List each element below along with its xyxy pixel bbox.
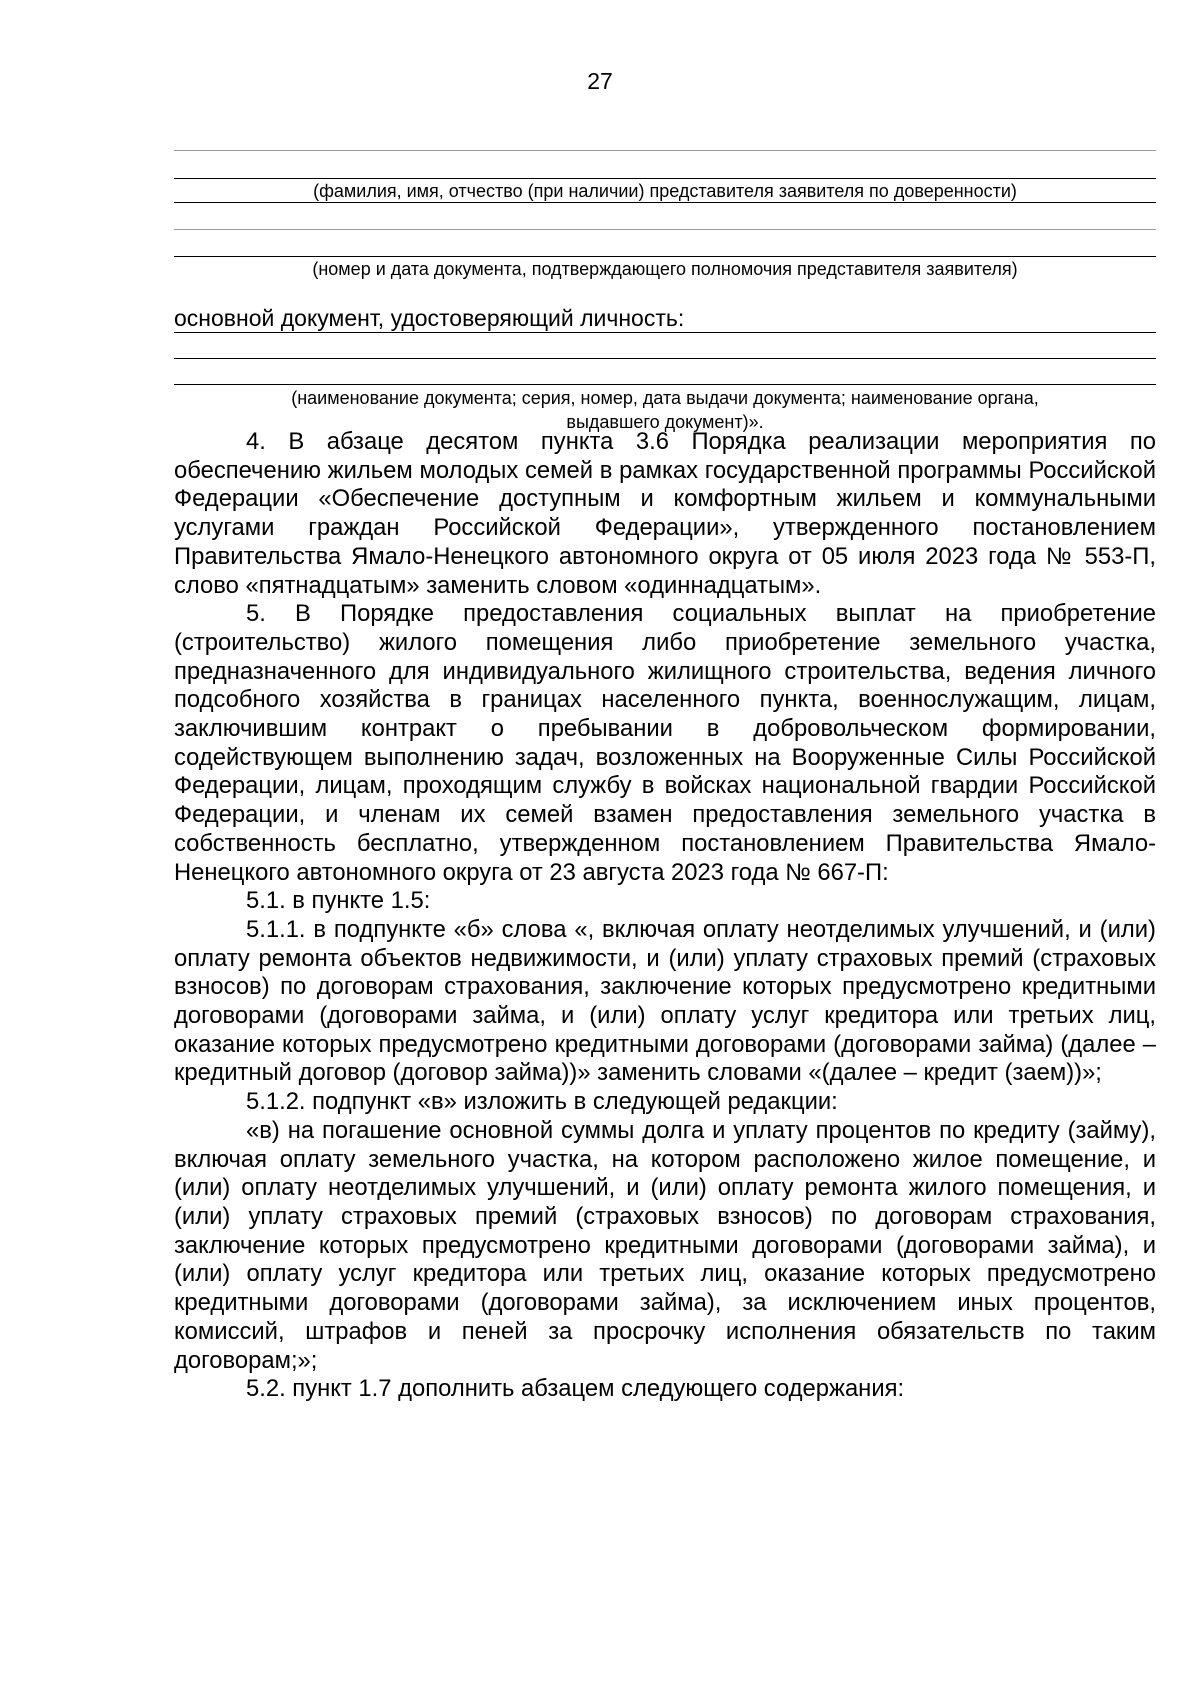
form-blank-line (174, 358, 1156, 359)
caption-representative-name: (фамилия, имя, отчество (при наличии) представителя заявителя по доверенности) (313, 181, 1017, 201)
paragraph: 5.1. в пункте 1.5: (246, 887, 431, 915)
form-blank-line (174, 202, 1156, 203)
identity-document-label: основной документ, удостоверяющий личность: (174, 305, 685, 331)
form-blank-line (174, 384, 1156, 385)
caption-document-details-line: выдавшего документ)». (566, 412, 764, 432)
paragraph: 5. В Порядке предоставления социальных выплат на приобретение (строительство) жилого помещения либо приобретение земельного участка, предназначенного для индивидуального жилищного строительства, ведения личного подсобного хозяйства в границах населенного пункта, военнослужащим, лицам, заключившим контракт о пребывании в добровольческом формировании, содействующем выполнению задач, возложенных на Вооруженные Силы Российской Федерации, лицам, проходящим службу в войсках национальной гвардии Российской Федерации, и членам их семей взамен предоставления земельного участка в собственность бесплатно, утвержденном постановлением Правительства Ямало-Ненецкого автономного округа от 23 августа 2023 года № 667-П: (174, 600, 1156, 886)
paragraph: 5.1.1. в подпункте «б» слова «, включая оплату неотделимых улучшений, и (или) оплату ремонта объектов недвижимости, и (или) уплату страховых премий (страховых взносов) по договорам страхования, заключение которых предусмотрено кредитными договорами (договорами займа, и (или) оплату услуг кредитора или третьих лиц, оказание которых предусмотрено кредитными договорами (договорами займа) (далее – кредитный договор (договор займа))» заменить словами «(далее – кредит (заем))»; (174, 915, 1156, 1087)
form-blank-line (174, 332, 1156, 333)
caption-document-details (174, 386, 1156, 434)
caption-document-details-line: (наименование документа; серия, номер, дата выдачи документа; наименование органа, (291, 388, 1039, 408)
paragraph: 5.2. пункт 1.7 дополнить абзацем следующего содержания: (246, 1375, 905, 1403)
paragraph: 5.1.2. подпункт «в» изложить в следующей редакции: (246, 1088, 838, 1116)
form-blank-line (174, 229, 1156, 230)
paragraph: «в) на погашение основной суммы долга и уплату процентов по кредиту (займу), включая оплату земельного участка, на котором расположено жилое помещение, и (или) оплату неотделимых улучшений, и (или) оплату ремонта жилого помещения, и (или) уплату страховых премий (страховых взносов) по договорам страхования, заключение которых предусмотрено кредитными договорами (договорами займа), и (или) оплату услуг кредитора или третьих лиц, оказание которых предусмотрено кредитными договорами (договорами займа), за исключением иных процентов, комиссий, штрафов и пеней за просрочку исполнения обязательств по таким договорам;»; (174, 1116, 1156, 1374)
form-blank-line (174, 150, 1156, 151)
document-body (174, 428, 1156, 1404)
page-number: 27 (587, 68, 613, 94)
caption-authority-document: (номер и дата документа, подтверждающего полномочия представителя заявителя) (312, 259, 1018, 279)
paragraph: 4. В абзаце десятом пункта 3.6 Порядка реализации мероприятия по обеспечению жильем молодых семей в рамках государственной программы Российской Федерации «Обеспечение доступным и комфортным жильем и коммунальными услугами граждан Российской Федерации», утвержденного постановлением Правительства Ямало-Ненецкого автономного округа от 05 июля 2023 года № 553-П, слово «пятнадцатым» заменить словом «одиннадцатым». (174, 428, 1156, 599)
